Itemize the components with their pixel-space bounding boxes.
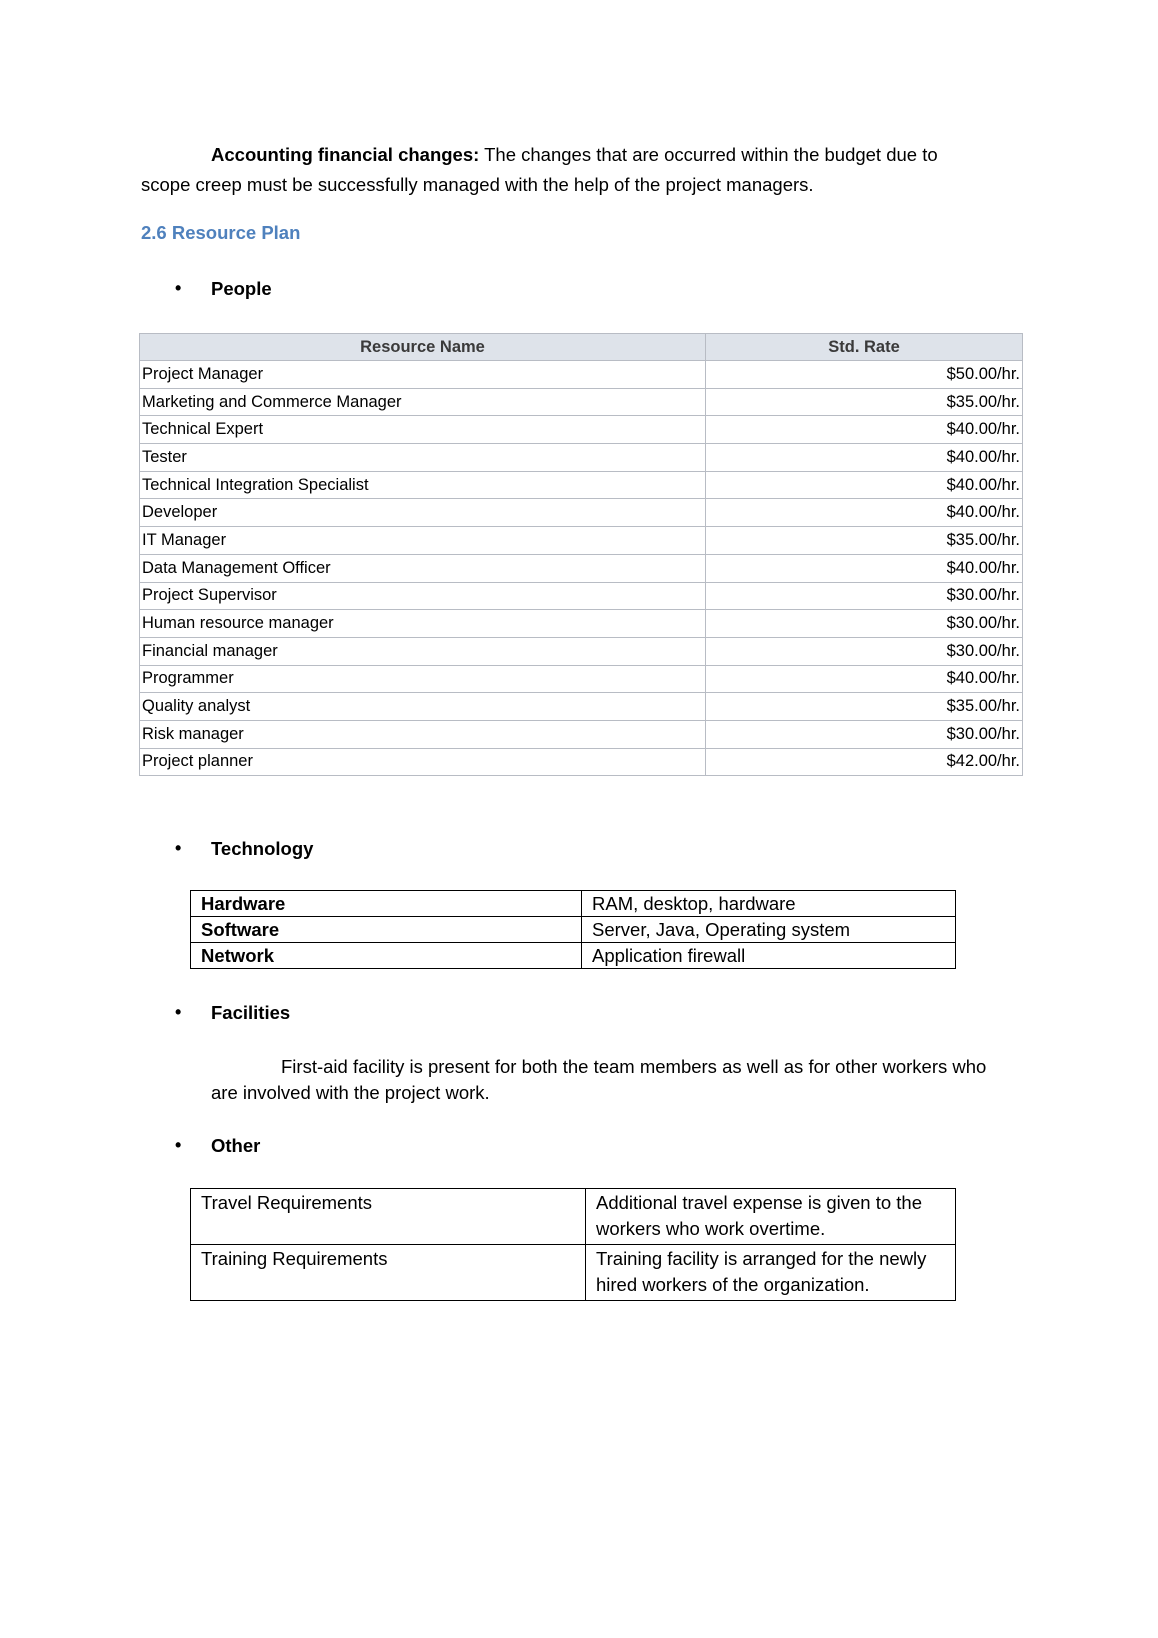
resource-name: Financial manager [140,637,706,665]
resource-name: Developer [140,499,706,527]
other-table [190,1188,956,1301]
section-heading: 2.6 Resource Plan [141,222,301,243]
table-row [191,1189,956,1245]
std-rate: $30.00/hr. [706,582,1023,610]
resource-name: Technical Integration Specialist [140,471,706,499]
intro-text: The changes that are occurred within the budget due to scope creep must be successfully managed with the help of the project managers. [141,144,938,195]
requirement-detail: Additional travel expense is given to the workers who work overtime. [586,1189,956,1245]
std-rate: $40.00/hr. [706,416,1023,444]
std-rate: $40.00/hr. [706,471,1023,499]
resource-name: Programmer [140,665,706,693]
column-header-std-rate: Std. Rate [706,334,1023,361]
requirement-detail: Training facility is arranged for the newly hired workers of the organization. [586,1245,956,1301]
table-row [191,917,956,943]
resource-name: Tester [140,444,706,472]
resource-name: Human resource manager [140,610,706,638]
std-rate: $35.00/hr. [706,693,1023,721]
technology-table [190,890,956,969]
table-row [140,361,1023,389]
bullet-people [175,278,272,300]
bullet-facilities [175,1002,291,1024]
resource-name: Data Management Officer [140,554,706,582]
resource-name: Project Supervisor [140,582,706,610]
std-rate: $40.00/hr. [706,444,1023,472]
table-row [140,748,1023,776]
table-row [140,388,1023,416]
requirement-name: Training Requirements [191,1245,586,1301]
std-rate: $42.00/hr. [706,748,1023,776]
table-row [191,1245,956,1301]
table-row [140,665,1023,693]
bullet-label: Technology [211,838,314,859]
table-row [140,637,1023,665]
table-row [140,582,1023,610]
bullet-label: Facilities [211,1002,291,1023]
bullet-dot-icon: • [175,1002,182,1022]
table-row [140,499,1023,527]
std-rate: $30.00/hr. [706,637,1023,665]
people-table [139,333,1023,776]
std-rate: $35.00/hr. [706,527,1023,555]
table-row [140,693,1023,721]
bullet-dot-icon: • [175,1135,182,1155]
table-row [191,891,956,917]
std-rate: $40.00/hr. [706,665,1023,693]
resource-name: Quality analyst [140,693,706,721]
resource-name: IT Manager [140,527,706,555]
intro-lead: Accounting financial changes: [211,144,480,165]
technology-items: Server, Java, Operating system [582,917,956,943]
bullet-label: Other [211,1135,261,1156]
table-row [140,554,1023,582]
table-row [140,471,1023,499]
table-row [140,527,1023,555]
bullet-dot-icon: • [175,278,182,298]
resource-name: Marketing and Commerce Manager [140,388,706,416]
table-row [140,720,1023,748]
bullet-technology [175,838,314,860]
std-rate: $30.00/hr. [706,610,1023,638]
std-rate: $50.00/hr. [706,361,1023,389]
table-row [140,610,1023,638]
technology-items: RAM, desktop, hardware [582,891,956,917]
requirement-name: Travel Requirements [191,1189,586,1245]
bullet-dot-icon: • [175,838,182,858]
technology-category: Network [191,943,582,969]
resource-name: Project Manager [140,361,706,389]
column-header-resource-name: Resource Name [140,334,706,361]
bullet-label: People [211,278,272,299]
technology-items: Application firewall [582,943,956,969]
table-row [191,943,956,969]
facilities-text: First-aid facility is present for both the team members as well as for other workers who are involved with the project work. [211,1056,987,1103]
resource-name: Risk manager [140,720,706,748]
technology-category: Hardware [191,891,582,917]
intro-paragraph [141,140,981,200]
resource-name: Project planner [140,748,706,776]
std-rate: $35.00/hr. [706,388,1023,416]
table-header-row [140,334,1023,361]
table-row [140,416,1023,444]
facilities-paragraph [211,1054,1011,1106]
table-row [140,444,1023,472]
std-rate: $40.00/hr. [706,554,1023,582]
std-rate: $40.00/hr. [706,499,1023,527]
bullet-other [175,1135,261,1157]
std-rate: $30.00/hr. [706,720,1023,748]
resource-name: Technical Expert [140,416,706,444]
technology-category: Software [191,917,582,943]
